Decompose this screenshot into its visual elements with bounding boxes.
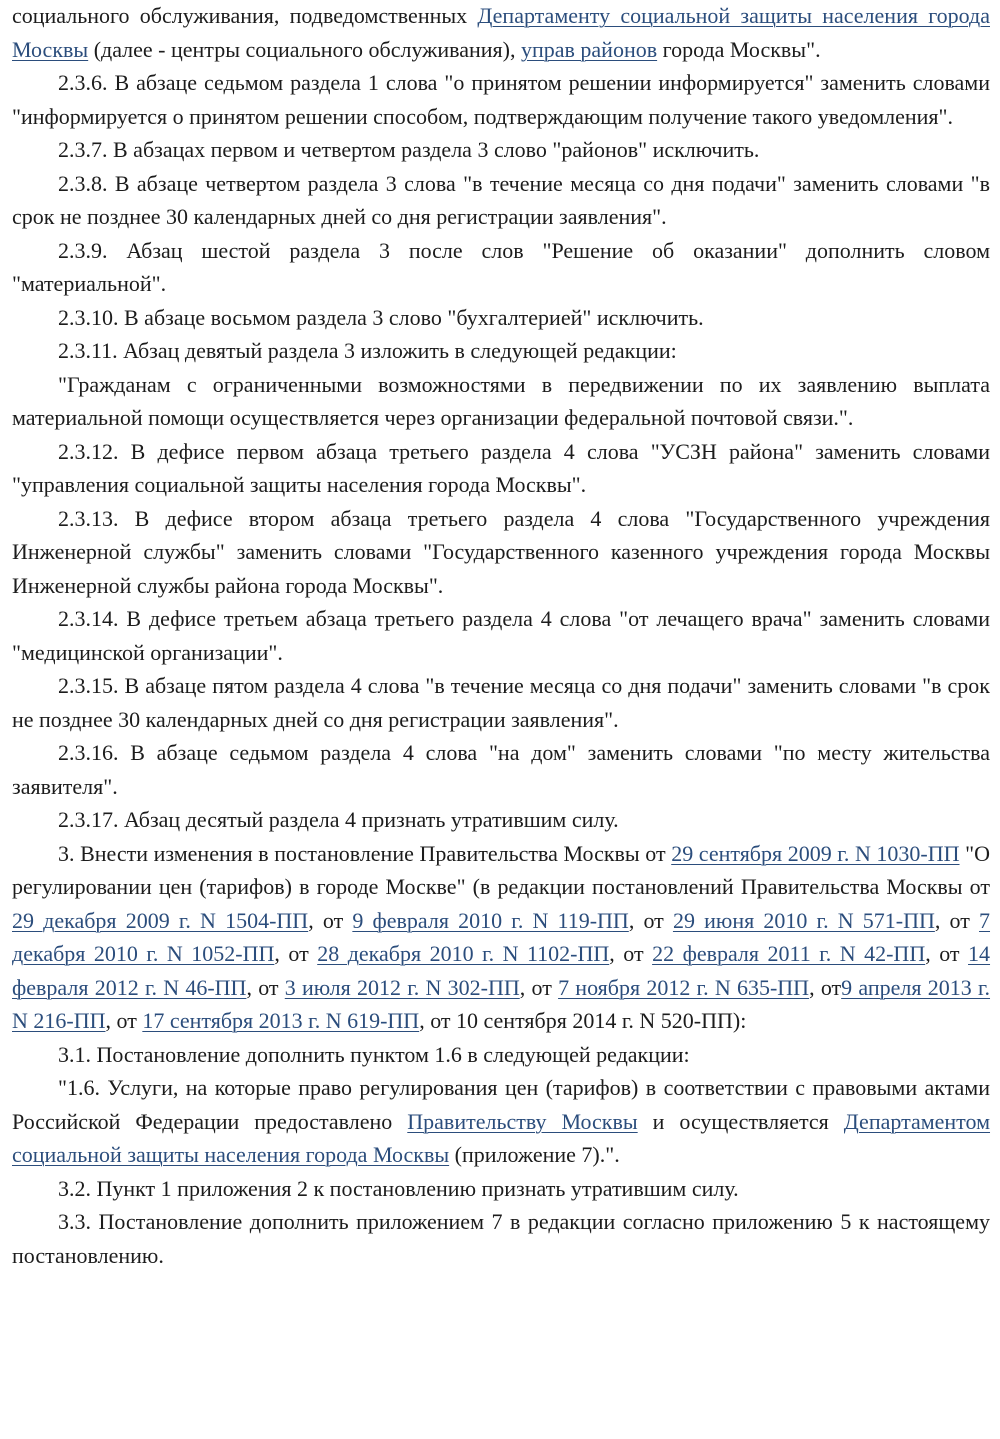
- document-link[interactable]: 28 декабря 2010 г. N 1102-ПП: [317, 941, 610, 966]
- text-run: , от: [809, 974, 842, 1000]
- paragraph-3-3: [12, 1205, 990, 1272]
- text-run: , от: [308, 907, 353, 933]
- text-run: "1.6. Услуги, на которые право регулирования цен (тарифов) в соответствии с правовыми актами Российской Федерации предоставлено: [12, 1075, 990, 1134]
- paragraph-2-3-13: [12, 502, 990, 603]
- paragraph-2-3-7: [12, 133, 990, 167]
- paragraph-2-3-8: [12, 167, 990, 234]
- document-link[interactable]: Департаментом социальной защиты населения города Москвы: [12, 1108, 991, 1167]
- text-run: 2.3.14. В дефисе третьем абзаца третьего раздела 4 слова "от лечащего врача" заменить словами "медицинской организации".: [12, 606, 990, 665]
- paragraph-2-3-9: [12, 234, 990, 301]
- document-link[interactable]: 9 февраля 2010 г. N 119-ПП: [352, 907, 629, 933]
- text-run: , от: [934, 907, 980, 933]
- text-run: 2.3.10. В абзаце восьмом раздела 3 слово "бухгалтерией" исключить.: [58, 304, 704, 330]
- document-link[interactable]: Правительству Москвы: [407, 1108, 638, 1134]
- text-run: 2.3.12. В дефисе первом абзаца третьего раздела 4 слова "УСЗН района" заменить словами "управления социальной защиты населения города Москвы".: [12, 438, 990, 497]
- document-link[interactable]: управ районов: [520, 36, 658, 62]
- paragraph-intro-cont: [12, 0, 990, 66]
- paragraph-2-3-11: [12, 334, 990, 368]
- paragraph-3: [12, 837, 990, 1038]
- text-run: , от: [609, 941, 653, 966]
- text-run: 2.3.15. В абзаце пятом раздела 4 слова "в течение месяца со дня подачи" заменить словами "в срок не позднее 30 календарных дней со дня регистрации заявления".: [12, 673, 990, 732]
- paragraph-2-3-15: [12, 669, 990, 736]
- text-run: (далее - центры социального обслуживания),: [88, 36, 521, 62]
- text-run: 2.3.17. Абзац десятый раздела 4 признать утратившим силу.: [58, 807, 619, 832]
- text-run: и осуществляется: [637, 1108, 844, 1134]
- text-run: 2.3.16. В абзаце седьмом раздела 4 слова "на дом" заменить словами "по месту жительства заявителя".: [12, 740, 990, 799]
- document-link[interactable]: 17 сентября 2013 г. N 619-ПП: [142, 1008, 420, 1033]
- text-run: 2.3.9. Абзац шестой раздела 3 после слов "Решение об оказании" дополнить словом "материальной".: [12, 237, 990, 296]
- text-run: 3.1. Постановление дополнить пунктом 1.6 в следующей редакции:: [58, 1041, 690, 1067]
- document-link[interactable]: 29 декабря 2009 г. N 1504-ПП: [12, 907, 309, 933]
- document-link[interactable]: 7 декабря 2010 г. N 1052-ПП: [12, 907, 991, 966]
- text-run: , от: [105, 1008, 143, 1033]
- text-run: 3.3. Постановление дополнить приложением 7 в редакции согласно приложению 5 к настоящему постановлению.: [12, 1209, 990, 1268]
- text-run: 2.3.13. В дефисе втором абзаца третьего раздела 4 слова "Государственного учреждения Инженерной службы" заменить словами "Государственного казенного учреждения города Москвы Инженерной службы района города Москвы".: [12, 505, 990, 598]
- document-link[interactable]: 3 июля 2012 г. N 302-ПП: [284, 974, 520, 1000]
- document-link[interactable]: 9 апреля 2013 г. N 216-ПП: [12, 974, 991, 1033]
- text-run: , от: [246, 974, 285, 1000]
- text-run: , от: [628, 907, 673, 933]
- text-run: 2.3.6. В абзаце седьмом раздела 1 слова "о принятом решении информируется" заменить словами "информируется о принятом решении способом, подтверждающим получение такого уведомления".: [12, 70, 990, 129]
- paragraph-2-3-10: [12, 301, 990, 335]
- paragraph-3-1: [12, 1038, 990, 1072]
- paragraph-2-3-11-quote: [12, 368, 990, 435]
- text-run: города Москвы".: [657, 36, 821, 62]
- paragraph-3-2: [12, 1172, 990, 1206]
- paragraph-2-3-12: [12, 435, 990, 502]
- paragraph-2-3-14: [12, 602, 990, 669]
- text-run: "Гражданам с ограниченными возможностями в передвижении по их заявлению выплата материальной помощи осуществляется через организации федеральной почтовой связи.".: [12, 371, 990, 430]
- text-run: , от: [519, 974, 559, 1000]
- paragraph-2-3-17: [12, 803, 990, 837]
- text-run: , от: [274, 941, 318, 966]
- text-run: 3. Внести изменения в постановление Правительства Москвы от: [58, 840, 672, 866]
- text-run: , от: [925, 941, 969, 966]
- document-link[interactable]: 7 ноября 2012 г. N 635-ПП: [558, 974, 810, 1000]
- document-link[interactable]: Департаменту социальной защиты населения города Москвы: [12, 3, 990, 62]
- text-run: "О регулировании цен (тарифов) в городе Москве" (в редакции постановлений Правительства Москвы от: [12, 840, 990, 899]
- text-run: 2.3.11. Абзац девятый раздела 3 изложить в следующей редакции:: [58, 338, 677, 363]
- paragraph-2-3-6: [12, 66, 990, 133]
- text-run: 3.2. Пункт 1 приложения 2 к постановлению признать утратившим силу.: [58, 1175, 739, 1201]
- paragraph-3-1-quote: [12, 1071, 990, 1172]
- document-link[interactable]: 29 июня 2010 г. N 571-ПП: [672, 907, 935, 933]
- text-run: , от 10 сентября 2014 г. N 520-ПП):: [419, 1008, 747, 1033]
- text-run: 2.3.8. В абзаце четвертом раздела 3 слова "в течение месяца со дня подачи" заменить словами "в срок не позднее 30 календарных дней со дня регистрации заявления".: [12, 170, 990, 229]
- document-link[interactable]: 22 февраля 2011 г. N 42-ПП: [652, 941, 926, 966]
- paragraph-2-3-16: [12, 736, 990, 803]
- document-link[interactable]: 14 февраля 2012 г. N 46-ПП: [12, 941, 991, 1000]
- text-run: социального обслуживания, подведомственных: [12, 3, 478, 28]
- text-run: 2.3.7. В абзацах первом и четвертом раздела 3 слово "районов" исключить.: [58, 137, 760, 162]
- text-run: (приложение 7).".: [449, 1142, 620, 1167]
- document-link[interactable]: 29 сентября 2009 г. N 1030-ПП: [671, 840, 960, 866]
